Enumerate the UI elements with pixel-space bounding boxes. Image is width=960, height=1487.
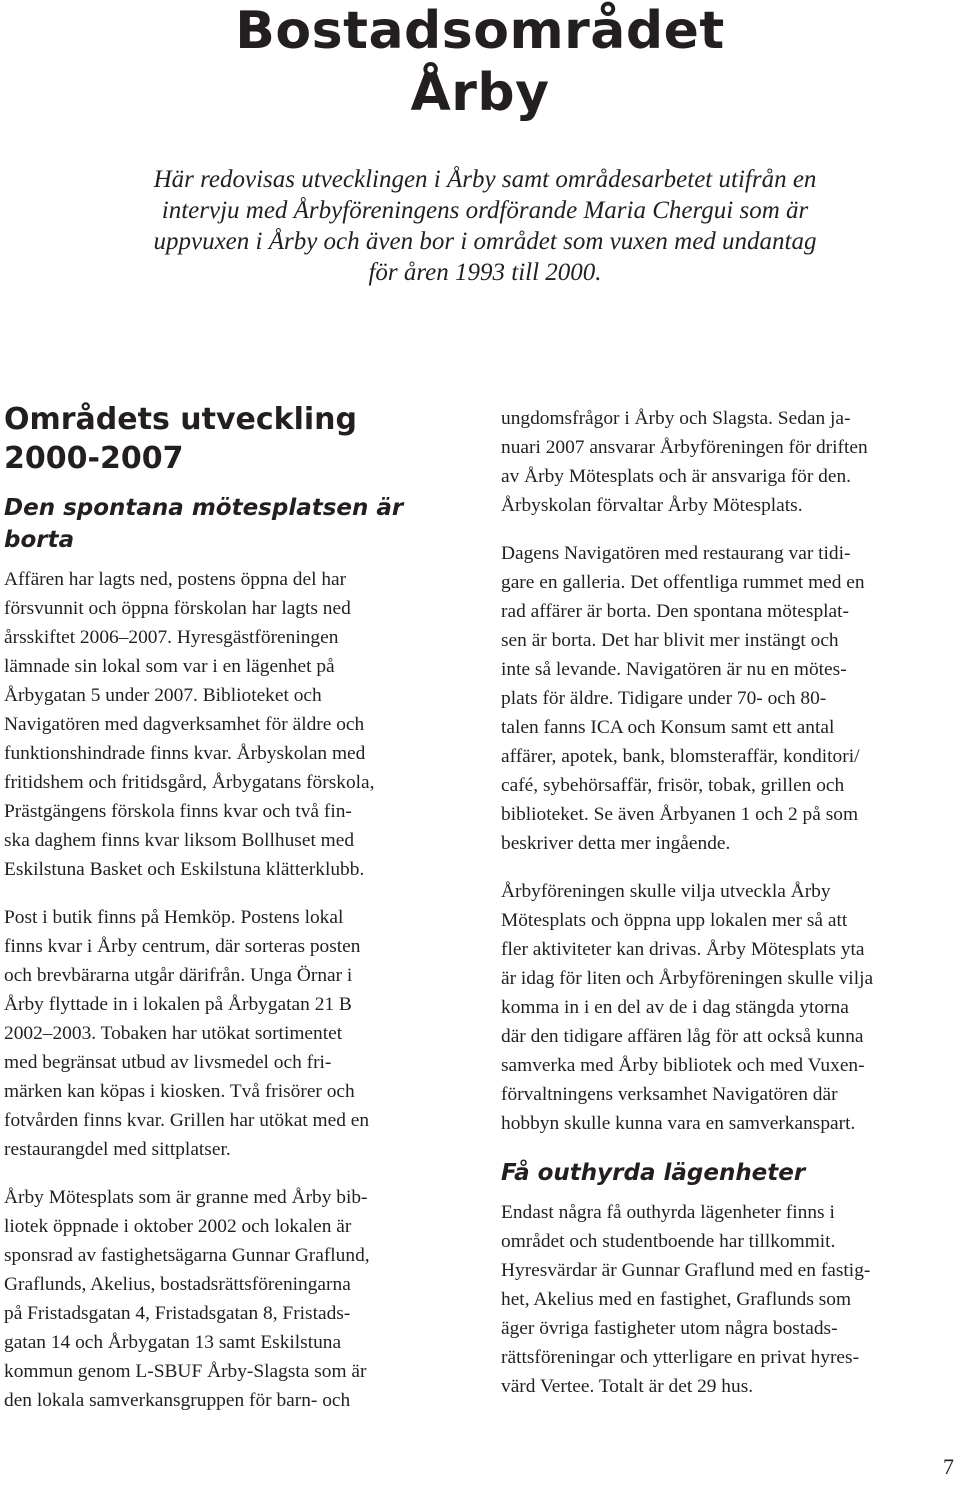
right-column (501, 404, 956, 1420)
paragraph: Dagens Navigatören med restaurang var tidi- gare en galleria. Det offentliga rummet med en rad affärer är borta. Den spontana mötesplat- sen är borta. Det har blivit mer instängt och inte så levande. Navigatören är nu en mötes- plats för äldre. Tidigare under 70- och 80- talen fanns ICA och Konsum samt ett antal affärer, apotek, bank, blomsteraffär, konditori/ café, sybehörsaffär, frisör, tobak, grillen och biblioteket. Se även Årbyanen 1 och 2 på som beskriver detta mer ingående. (501, 543, 865, 854)
intro-text: Här redovisas utvecklingen i Årby samt områdesarbetet utifrån en intervju med Årbyföreningens ordförande Maria Chergui som är uppvuxen i Årby och även bor i området som vuxen med undantag för åren 1993 till 2000. (153, 166, 817, 286)
paragraph: ungdomsfrågor i Årby och Slagsta. Sedan ja- nuari 2007 ansvarar Årbyföreningen för driften av Årby Mötesplats och är ansvariga för den. Årbyskolan förvaltar Årby Mötesplats. (501, 408, 868, 516)
section-subheading: Den spontana mötesplatsen är borta (4, 495, 404, 553)
paragraph: Post i butik finns på Hemköp. Postens lokal finns kvar i Årby centrum, där sorteras posten och brevbärarna utgår därifrån. Unga Örnar i Årby flyttade in i lokalen på Årbygatan 21 B 2002–2003. Tobaken har utökat sortimentet med begränsat utbud av livsmedel och fri- märken kan köpas i kiosken. Två frisörer och fotvården finns kvar. Grillen har utökat med en restaurangdel med sittplatser. (4, 907, 370, 1160)
left-column (4, 400, 459, 1434)
section-subheading: Få outhyrda lägenheter (501, 1160, 806, 1186)
paragraph: Endast några få outhyrda lägenheter finns i området och studentboende har tillkommit. Hyresvärdar är Gunnar Graflund med en fastig- het, Akelius med en fastighet, Graflunds som äger övriga fastigheter utom några bostads- rättsföreningar och ytterligare en privat hyres- värd Vertee. Totalt är det 29 hus. (501, 1202, 871, 1397)
paragraph: Årby Mötesplats som är granne med Årby bib- liotek öppnade i oktober 2002 och lokalen är sponsrad av fastighetsägarna Gunnar Graflund, Graflunds, Akelius, bostadsrättsföreningarna på Fristadsgatan 4, Fristadsgatan 8, Fristads- gatan 14 och Årbygatan 13 samt Eskilstuna kommun genom L-SBUF Årby-Slagsta som är den lokala samverkansgruppen för barn- och (4, 1187, 370, 1411)
page-title (0, 0, 960, 124)
page-title-line-1: Bostadsområdet (235, 1, 725, 61)
section-heading: Områdets utveckling 2000-2007 (4, 402, 357, 476)
paragraph: Affären har lagts ned, postens öppna del har försvunnit och öppna förskolan har lagts ned årsskiftet 2006–2007. Hyresgästföreningen lämnade sin lokal som var i en lägenhet på Årbygatan 5 under 2007. Biblioteket och Navigatören med dagverksamhet för äldre och funktionshindrade finns kvar. Årbyskolan med fritidshem och fritidsgård, Årbygatans förskola, Prästgängens förskola finns kvar och två fin- ska daghem finns kvar liksom Bollhuset med Eskilstuna Basket och Eskilstuna klätterklubb. (4, 569, 375, 880)
page-number: 7 (943, 1454, 954, 1479)
page-title-line-2: Årby (410, 63, 550, 123)
paragraph: Årbyföreningen skulle vilja utveckla Årby Mötesplats och öppna upp lokalen mer så att fler aktiviteter kan drivas. Årby Mötesplats yta är idag för liten och Årbyföreningen skulle vilja komma in i en del av de i dag stängda ytorna där den tidigare affären låg för att också kunna samverka med Årby bibliotek och med Vuxen- förvaltningens verksamhet Navigatören där hobbyn skulle kunna vara en samverkanspart. (501, 881, 874, 1134)
